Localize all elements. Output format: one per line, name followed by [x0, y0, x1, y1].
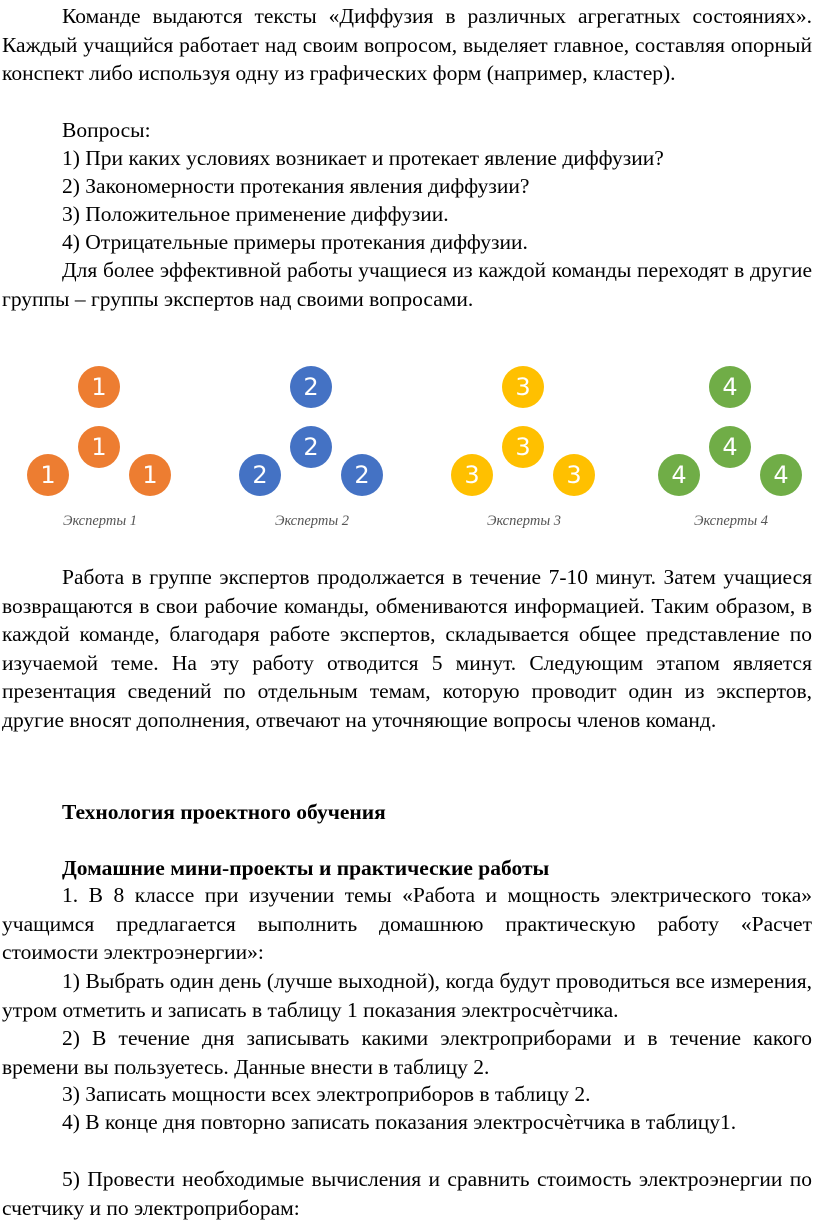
expert-circle: 3 — [553, 454, 595, 496]
expert-circle: 3 — [451, 454, 493, 496]
expert-circle: 4 — [709, 366, 751, 408]
expert-circle: 2 — [290, 426, 332, 468]
expert-circle: 2 — [239, 454, 281, 496]
question-1: 1) При каких условиях возникает и протекает явление диффузии? — [62, 146, 664, 170]
step-4: 4) В конце дня повторно записать показания электросчѐтчика в таблицу1. — [62, 1110, 737, 1134]
question-4: 4) Отрицательные примеры протекания диффузии. — [62, 230, 528, 254]
questions-title: Вопросы: — [62, 118, 151, 142]
step-3: 3) Записать мощности всех электроприборов в таблицу 2. — [62, 1082, 591, 1106]
expert-circle: 4 — [709, 426, 751, 468]
heading-project-learning: Технология проектного обучения — [62, 800, 386, 824]
expert-circle: 1 — [27, 454, 69, 496]
expert-group-label: Эксперты 3 — [486, 513, 562, 529]
expert-circle: 2 — [341, 454, 383, 496]
expert-group-label: Эксперты 2 — [274, 513, 350, 529]
expert-circle: 2 — [290, 366, 332, 408]
expert-groups-diagram — [0, 355, 816, 535]
step-2: 2) В течение дня записывать какими электроприборами и в течение какого времени вы пользуетесь. Данные внести в таблицу 2. — [2, 1026, 812, 1079]
expert-group-1 — [0, 355, 200, 535]
paragraph-team-texts: Команде выдаются тексты «Диффузия в различных агрегатных состояниях». Каждый учащийся работает над своим вопросом, выделяет главное, составляя опорный конспект либо используя одну из графических форм (например, кластер). — [2, 4, 812, 85]
paragraph-expert-work: Работа в группе экспертов продолжается в течение 7-10 минут. Затем учащиеся возвращаются в свои рабочие команды, обмениваются информацией. Таким образом, в каждой команде, благодаря работе экспертов, складывается общее представление по изучаемой теме. На эту работу отводится 5 минут. Следующим этапом является презентация сведений по отдельным темам, которую проводит один из экспертов, другие вносят дополнения, отвечают на уточняющие вопросы членов команд. — [2, 565, 812, 732]
question-2: 2) Закономерности протекания явления диффузии? — [62, 174, 530, 198]
expert-circle: 1 — [129, 454, 171, 496]
expert-circle: 1 — [78, 426, 120, 468]
expert-circle: 1 — [78, 366, 120, 408]
expert-circle: 4 — [658, 454, 700, 496]
question-3: 3) Положительное применение диффузии. — [62, 202, 449, 226]
expert-circle: 3 — [502, 426, 544, 468]
paragraph-practical-work: 1. В 8 классе при изучении темы «Работа и мощность электрического тока» учащимся предлагается выполнить домашнюю практическую работу «Расчет стоимости электроэнергии»: — [2, 883, 812, 964]
step-1: 1) Выбрать один день (лучше выходной), когда будут проводиться все измерения, утром отметить и записать в таблицу 1 показания электросчѐтчика. — [2, 969, 812, 1022]
expert-group-2 — [212, 355, 412, 535]
expert-circle: 3 — [502, 366, 544, 408]
expert-circle: 4 — [760, 454, 802, 496]
expert-group-4 — [631, 355, 816, 535]
heading-mini-projects: Домашние мини-проекты и практические работы — [62, 856, 550, 880]
expert-group-label: Эксперты 1 — [62, 513, 138, 529]
expert-group-label: Эксперты 4 — [693, 513, 769, 529]
expert-group-3 — [424, 355, 624, 535]
step-5: 5) Провести необходимые вычисления и сравнить стоимость электроэнергии по счетчику и по электроприборам: — [2, 1167, 812, 1220]
paragraph-expert-groups: Для более эффективной работы учащиеся из каждой команды переходят в другие группы – группы экспертов над своими вопросами. — [2, 258, 812, 311]
